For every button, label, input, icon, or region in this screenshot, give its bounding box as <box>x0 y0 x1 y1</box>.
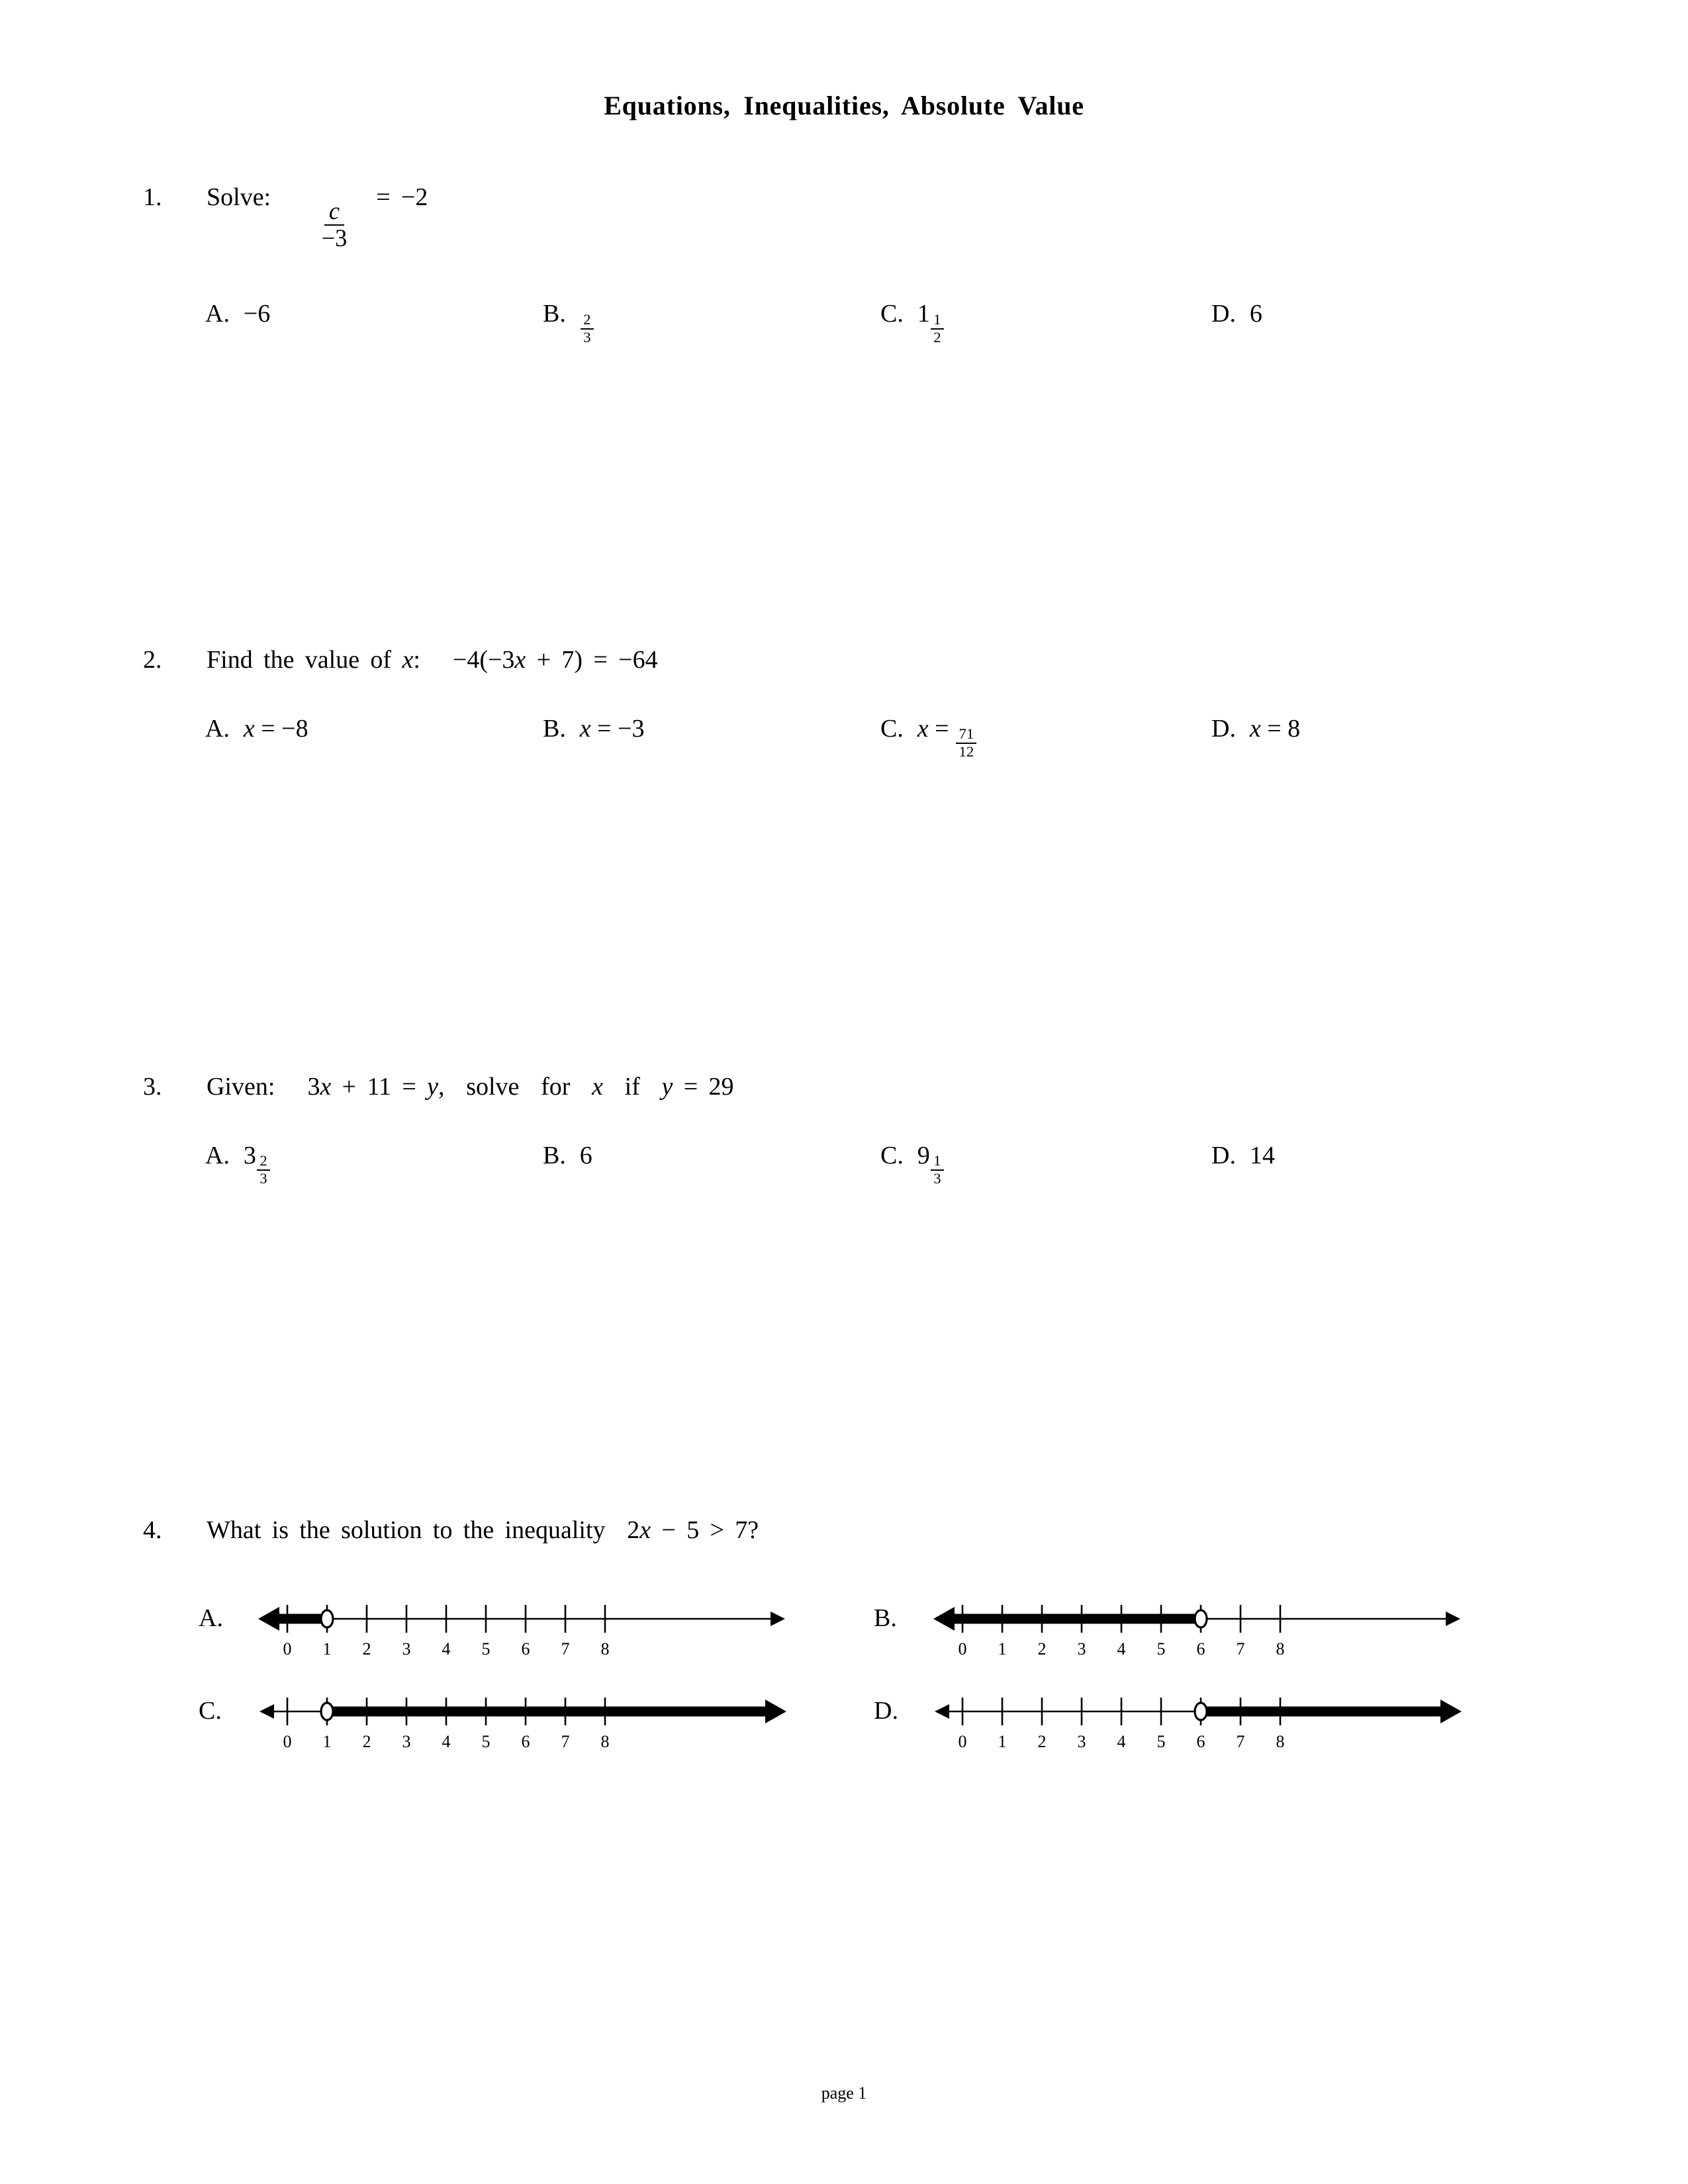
svg-text:0: 0 <box>283 1639 292 1659</box>
choice-4-c[interactable] <box>199 1681 804 1754</box>
question-4-numberline-choices <box>0 1588 1688 1760</box>
question-4-stem <box>0 1516 1688 1546</box>
choice-value: x = −3 <box>579 714 645 743</box>
choice-letter: C. <box>880 1141 904 1169</box>
svg-text:1: 1 <box>998 1732 1007 1751</box>
choice-fraction <box>257 1154 269 1186</box>
svg-text:2: 2 <box>1037 1732 1047 1751</box>
mixed-whole: 3 <box>243 1141 256 1169</box>
svg-text:2: 2 <box>362 1732 371 1751</box>
svg-text:5: 5 <box>1156 1639 1166 1659</box>
svg-text:7: 7 <box>1236 1732 1245 1751</box>
choice-value: 6 <box>1249 300 1262 328</box>
svg-text:6: 6 <box>1196 1732 1205 1751</box>
numberline-a <box>248 1588 804 1661</box>
question-2 <box>0 645 1688 760</box>
svg-text:8: 8 <box>1276 1732 1285 1751</box>
svg-text:6: 6 <box>1196 1639 1205 1659</box>
choice-fraction <box>931 312 943 345</box>
question-2-number: 2. <box>143 646 162 674</box>
question-3-stem <box>0 1072 1688 1103</box>
choice-fraction <box>581 312 593 345</box>
svg-text:8: 8 <box>600 1639 610 1659</box>
choice-value: 14 <box>1249 1141 1275 1169</box>
choice-1-d[interactable] <box>1211 299 1262 328</box>
numberline-c <box>248 1681 804 1754</box>
numberline-svg <box>248 1588 797 1661</box>
mixed-whole: 9 <box>917 1141 930 1169</box>
choice-2-b[interactable] <box>543 714 645 743</box>
choice-2-c[interactable] <box>880 714 978 760</box>
svg-text:7: 7 <box>1236 1639 1245 1659</box>
question-1-suffix: = −2 <box>376 183 428 211</box>
choice-3-a[interactable] <box>205 1141 272 1187</box>
choice-1-b[interactable] <box>543 299 595 345</box>
choice-letter: C. <box>880 714 904 743</box>
choice-3-c[interactable] <box>880 1141 945 1187</box>
numberline-svg <box>248 1681 797 1754</box>
question-4-prefix: What is the solution to the inequality <box>207 1516 606 1544</box>
fraction-numerator: 2 <box>257 1154 269 1171</box>
question-1-stem <box>0 183 1688 250</box>
question-4-number: 4. <box>143 1516 162 1544</box>
question-3-suffix: 3x + 11 = y, solve for x if y = 29 <box>307 1073 734 1101</box>
question-1-fraction <box>317 199 352 250</box>
svg-text:5: 5 <box>481 1732 491 1751</box>
choice-1-a[interactable] <box>205 299 270 328</box>
choice-value: x = −8 <box>243 714 308 743</box>
numberline-b <box>923 1588 1479 1661</box>
svg-text:7: 7 <box>561 1639 570 1659</box>
choice-letter: B. <box>543 714 566 743</box>
choice-letter: A. <box>205 300 230 328</box>
svg-text:0: 0 <box>283 1732 292 1751</box>
question-3-choices <box>0 1141 1688 1187</box>
svg-text:4: 4 <box>442 1732 451 1751</box>
page-title: Equations, Inequalities, Absolute Value <box>604 91 1084 120</box>
svg-text:5: 5 <box>1156 1732 1166 1751</box>
fraction-denominator: 3 <box>259 1169 267 1187</box>
choice-1-c[interactable] <box>880 299 945 345</box>
svg-text:0: 0 <box>958 1639 967 1659</box>
question-3-text <box>207 1072 734 1103</box>
choice-letter: B. <box>874 1604 897 1632</box>
svg-text:1: 1 <box>322 1732 332 1751</box>
mixed-whole: 1 <box>917 300 930 328</box>
choice-letter: A. <box>199 1604 223 1632</box>
question-2-prefix: Find the value of <box>207 646 392 674</box>
svg-text:8: 8 <box>600 1732 610 1751</box>
svg-text:3: 3 <box>1077 1732 1086 1751</box>
svg-text:3: 3 <box>1077 1639 1086 1659</box>
choice-value <box>580 299 596 345</box>
fraction-numerator: 2 <box>581 312 593 330</box>
choice-2-a[interactable] <box>205 714 308 743</box>
svg-text:7: 7 <box>561 1732 570 1751</box>
choice-letter: A. <box>205 1141 230 1169</box>
fraction-numerator: c <box>324 199 344 225</box>
svg-text:5: 5 <box>481 1639 491 1659</box>
choice-value: 6 <box>579 1141 592 1169</box>
fraction-numerator: 1 <box>931 312 943 330</box>
svg-text:3: 3 <box>402 1732 411 1751</box>
question-3 <box>0 1072 1688 1187</box>
fraction-denominator: 12 <box>959 743 974 760</box>
numberline-svg <box>923 1588 1472 1661</box>
question-2-text <box>207 645 658 676</box>
svg-text:6: 6 <box>521 1639 530 1659</box>
fraction-denominator: 2 <box>933 328 941 345</box>
choice-value: −6 <box>243 300 271 328</box>
choice-letter: C. <box>199 1697 222 1725</box>
question-2-stem <box>0 645 1688 676</box>
svg-text:0: 0 <box>958 1732 967 1751</box>
question-1-text <box>207 183 428 250</box>
question-2-choices <box>0 714 1688 760</box>
svg-text:1: 1 <box>998 1639 1007 1659</box>
question-2-suffix: : −4(−3x + 7) = −64 <box>413 646 658 674</box>
choice-value <box>244 1141 272 1187</box>
choice-letter: B. <box>543 1141 566 1169</box>
svg-text:8: 8 <box>1276 1639 1285 1659</box>
choice-letter: D. <box>1211 300 1236 328</box>
question-4-suffix: 2x − 5 > 7? <box>627 1516 759 1544</box>
page-footer: page 1 <box>821 2083 867 2103</box>
choice-letter: D. <box>1211 714 1236 743</box>
svg-text:4: 4 <box>442 1639 451 1659</box>
choice-3-b[interactable] <box>543 1141 592 1170</box>
fraction-denominator: 3 <box>583 328 591 345</box>
svg-text:4: 4 <box>1117 1732 1126 1751</box>
choice-letter: A. <box>205 714 230 743</box>
choice-value: x = $\frac{71}{12}$ <box>917 714 978 760</box>
choice-value <box>917 299 946 345</box>
question-2-variable: x <box>402 646 414 674</box>
choice-letter: D. <box>874 1697 898 1725</box>
fraction-denominator: 3 <box>933 1169 941 1187</box>
choice-letter: B. <box>543 300 566 328</box>
question-1 <box>0 183 1688 345</box>
fraction-denominator: −3 <box>321 224 348 251</box>
question-4-text <box>207 1516 759 1546</box>
question-1-number: 1. <box>143 183 162 211</box>
fraction-numerator: 71 <box>956 727 976 744</box>
svg-text:2: 2 <box>362 1639 371 1659</box>
choice-4-d[interactable] <box>874 1681 1479 1754</box>
choice-fraction <box>956 727 976 759</box>
svg-text:3: 3 <box>402 1639 411 1659</box>
choice-value <box>917 1141 946 1187</box>
question-4 <box>0 1516 1688 1546</box>
choice-4-a[interactable] <box>199 1588 804 1661</box>
svg-text:2: 2 <box>1037 1639 1047 1659</box>
choice-2-d[interactable] <box>1211 714 1300 743</box>
choice-fraction <box>931 1154 943 1186</box>
choice-letter: D. <box>1211 1141 1236 1169</box>
question-3-number: 3. <box>143 1073 162 1101</box>
svg-text:4: 4 <box>1117 1639 1126 1659</box>
choice-value: x = 8 <box>1249 714 1301 743</box>
question-1-choices <box>0 299 1688 345</box>
numberline-svg <box>923 1681 1472 1754</box>
question-3-prefix: Given: <box>207 1073 275 1101</box>
svg-text:1: 1 <box>322 1639 332 1659</box>
svg-text:6: 6 <box>521 1732 530 1751</box>
choice-3-d[interactable] <box>1211 1141 1275 1170</box>
question-1-prefix: Solve: <box>207 183 271 211</box>
fraction-numerator: 1 <box>931 1154 943 1171</box>
choice-letter: C. <box>880 300 904 328</box>
numberline-d <box>923 1681 1479 1754</box>
choice-4-b[interactable] <box>874 1588 1479 1661</box>
